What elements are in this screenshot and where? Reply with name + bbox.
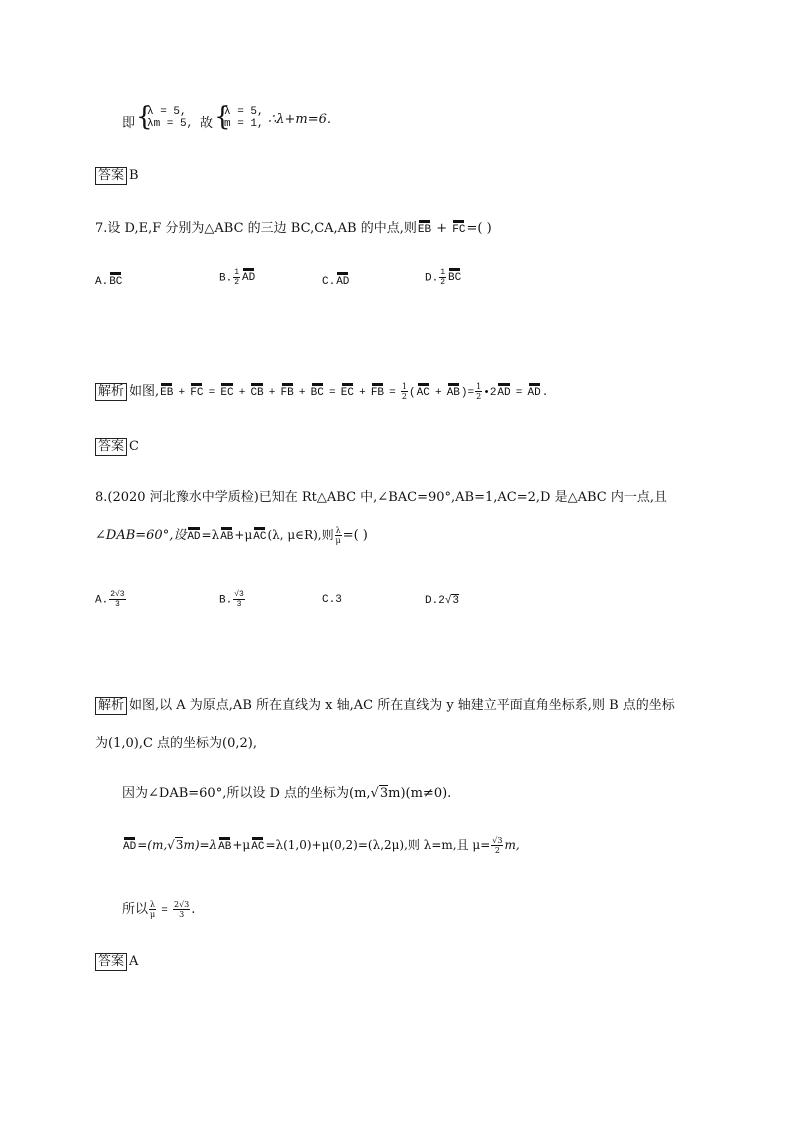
vector: EC (220, 383, 233, 399)
option-c: C.AD (322, 272, 350, 288)
vector-ad: AD (187, 527, 200, 543)
answer-tag: 答案 (95, 953, 127, 971)
option-b: B. $\frac{1}{2}$ AD (219, 268, 256, 287)
question-tail: =( ) (466, 221, 492, 236)
vector-ac: AC (251, 837, 264, 853)
option-d: D. $\frac{1}{2}$ BC (425, 268, 462, 287)
vector-ab: AB (218, 837, 231, 853)
conclusion: ∴λ+m=6. (268, 112, 332, 127)
option-b: B. $\frac{√3}{3}$ (219, 590, 244, 609)
left-brace: { (136, 102, 153, 132)
solution-8-p5: 所以 $\frac{\lambda}{\mu}$ = $\frac{2√3}{3}$ . (122, 900, 196, 919)
answer-6 (95, 167, 139, 185)
plus-sign: + (436, 221, 448, 236)
solution-8-p4: AD=(m,√3m)=λAB+μAC=λ(1,0)+μ(0,2)=(λ,2μ),则 λ=m,且 μ= $\frac{√3}{2}$ m, (123, 836, 520, 855)
vector: BC (311, 383, 324, 399)
vector-ad: AD (123, 837, 136, 853)
option-d: D.2√3 (425, 595, 460, 607)
solution-8-p2: 为(1,0),C 点的坐标为(0,2), (95, 736, 257, 751)
vector: FB (281, 383, 294, 399)
solution-6-conclusion (122, 102, 422, 140)
option-a: A.BC (95, 272, 123, 288)
vector: FB (371, 383, 384, 399)
vector: EC (341, 383, 354, 399)
vector-ad: AD (336, 272, 349, 288)
analysis-tag: 解析 (95, 383, 127, 401)
answer-tag: 答案 (95, 167, 127, 185)
answer-value: A (129, 954, 139, 969)
analysis-tag: 解析 (95, 697, 127, 715)
option-c: C.3 (322, 594, 342, 606)
left-brace-2: { (214, 102, 231, 132)
vector: AD (528, 383, 541, 399)
system-1: λ = 5, λm = 5, (147, 106, 194, 130)
solution-8-p1: 解析 如图,以 A 为原点,AB 所在直线为 x 轴,AC 所在直线为 y 轴建立平面直角坐标系,则 B 点的坐标 (95, 694, 675, 715)
question-text: 7.设 D,E,F 分别为△ABC 的三边 BC,CA,AB 的中点,则 (95, 221, 417, 236)
vector-bc: BC (448, 268, 461, 284)
question-8-line-2: ∠DAB=60°,设AD=λAB+μAC(λ, μ∈R),则 $\frac{\lambda}{\mu}$ =( ) (95, 526, 368, 545)
solution-8-p3: 因为∠DAB=60°,所以设 D 点的坐标为(m,√3m)(m≠0). (122, 786, 452, 801)
sqrt-sign: √ (444, 595, 452, 607)
vector: AB (447, 383, 460, 399)
solution-7: 解析 如图,EB + FC = EC + CB + FB + BC = EC + FB = $\frac{1}{2}$ (AC + AB)= $\frac{1}{2}$ •2AD = AD. (95, 380, 548, 401)
option-a: A. $\frac{2√3}{3}$ (95, 590, 125, 609)
fraction-lambda-mu: $\frac{\lambda}{\mu}$ (335, 526, 341, 545)
vector-eb: EB (418, 220, 431, 236)
answer-value: B (129, 168, 139, 183)
vector: FC (190, 383, 203, 399)
vector-ad: AD (242, 268, 255, 284)
vector-bc: BC (109, 272, 122, 288)
question-8-line-1: 8.(2020 河北豫水中学质检)已知在 Rt△ABC 中,∠BAC=90°,AB=1,AC=2,D 是△ABC 内一点,且 (95, 490, 667, 505)
vector-ab: AB (220, 527, 233, 543)
gu-label: 故 (200, 116, 214, 131)
answer-8 (95, 953, 138, 971)
vector: AD (497, 383, 510, 399)
fraction-half: $\frac{1}{2}$ (234, 268, 240, 287)
vector: EB (160, 383, 173, 399)
fraction-half: $\frac{1}{2}$ (401, 382, 407, 401)
answer-tag: 答案 (95, 438, 127, 456)
answer-7 (95, 438, 139, 456)
question-7 (95, 217, 492, 236)
fraction-half: $\frac{1}{2}$ (440, 268, 446, 287)
vector: AC (417, 383, 430, 399)
ji-label: 即 (122, 116, 136, 131)
vector-ac: AC (253, 527, 266, 543)
vector-fc: FC (452, 220, 465, 236)
vector: CB (250, 383, 263, 399)
fraction-half: $\frac{1}{2}$ (476, 382, 482, 401)
system-2: λ = 5, m = 1, (224, 106, 264, 130)
answer-value: C (129, 439, 139, 454)
